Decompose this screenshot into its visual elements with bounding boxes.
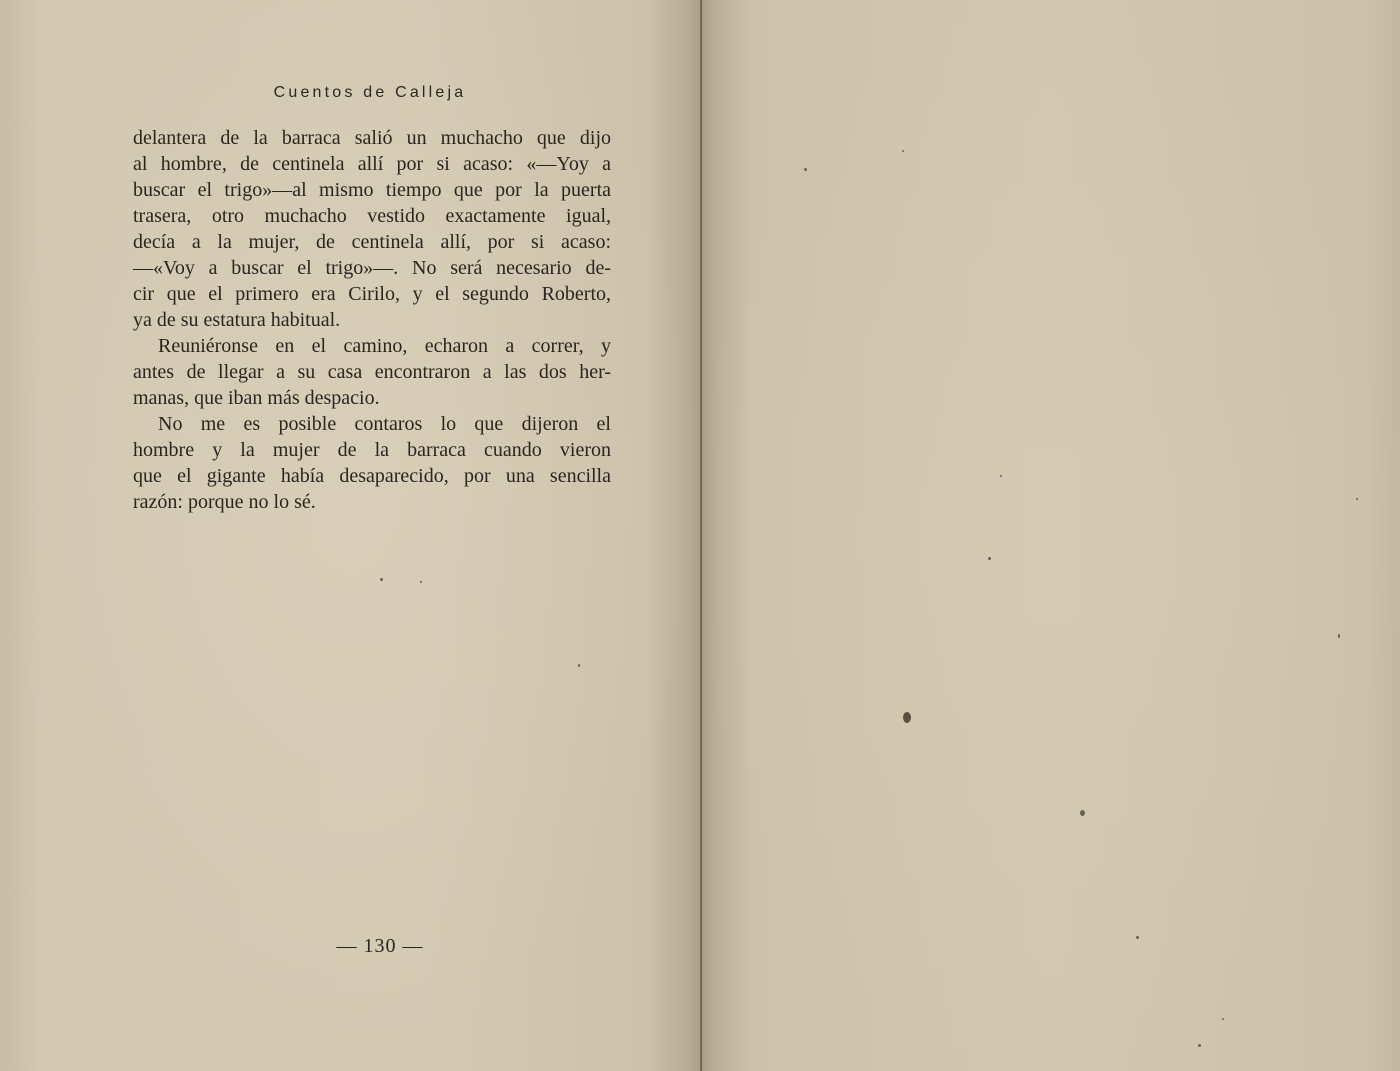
page-number: — 130 — bbox=[336, 935, 424, 957]
paper-speck bbox=[1356, 498, 1358, 500]
paper-speck bbox=[1080, 810, 1085, 816]
text-line: delantera de la barraca salió un muchacho que dijo bbox=[133, 127, 611, 149]
paper-speck bbox=[1198, 1044, 1201, 1047]
paper-speck bbox=[1338, 634, 1340, 638]
text-line: buscar el trigo»—al mismo tiempo que por la puerta bbox=[133, 179, 611, 201]
text-line: ya de su estatura habitual. bbox=[133, 309, 341, 331]
paper-speck bbox=[988, 557, 991, 560]
text-line: antes de llegar a su casa encontraron a las dos her- bbox=[133, 361, 611, 383]
paper-speck bbox=[804, 168, 807, 171]
paper-speck bbox=[420, 581, 422, 583]
text-line: No me es posible contaros lo que dijeron el bbox=[158, 413, 611, 435]
text-line: Reuniéronse en el camino, echaron a correr, y bbox=[158, 335, 611, 357]
paragraph bbox=[133, 411, 611, 515]
text-line: razón: porque no lo sé. bbox=[133, 491, 316, 513]
paper-speck bbox=[578, 664, 580, 667]
paragraph bbox=[133, 333, 611, 411]
text-line: trasera, otro muchacho vestido exactamente igual, bbox=[133, 205, 611, 227]
text-line: —«Voy a buscar el trigo»—. No será necesario de- bbox=[133, 257, 611, 279]
body-text bbox=[133, 125, 611, 515]
paper-speck bbox=[902, 150, 904, 152]
paragraph bbox=[133, 125, 611, 333]
text-line: al hombre, de centinela allí por si acaso: «—Yoy a bbox=[133, 153, 611, 175]
right-page bbox=[702, 0, 1400, 1071]
paper-speck bbox=[1222, 1018, 1224, 1020]
paper-speck bbox=[1136, 936, 1139, 939]
text-line: que el gigante había desaparecido, por una sencilla bbox=[133, 465, 611, 487]
running-head: Cuentos de Calleja bbox=[273, 84, 467, 101]
paper-speck bbox=[1000, 475, 1002, 477]
text-line: cir que el primero era Cirilo, y el segundo Roberto, bbox=[133, 283, 611, 305]
text-line: decía a la mujer, de centinela allí, por si acaso: bbox=[133, 231, 611, 253]
text-line: hombre y la mujer de la barraca cuando vieron bbox=[133, 439, 611, 461]
paper-speck bbox=[380, 578, 383, 581]
paper-speck bbox=[903, 712, 911, 723]
text-line: manas, que iban más despacio. bbox=[133, 387, 380, 409]
